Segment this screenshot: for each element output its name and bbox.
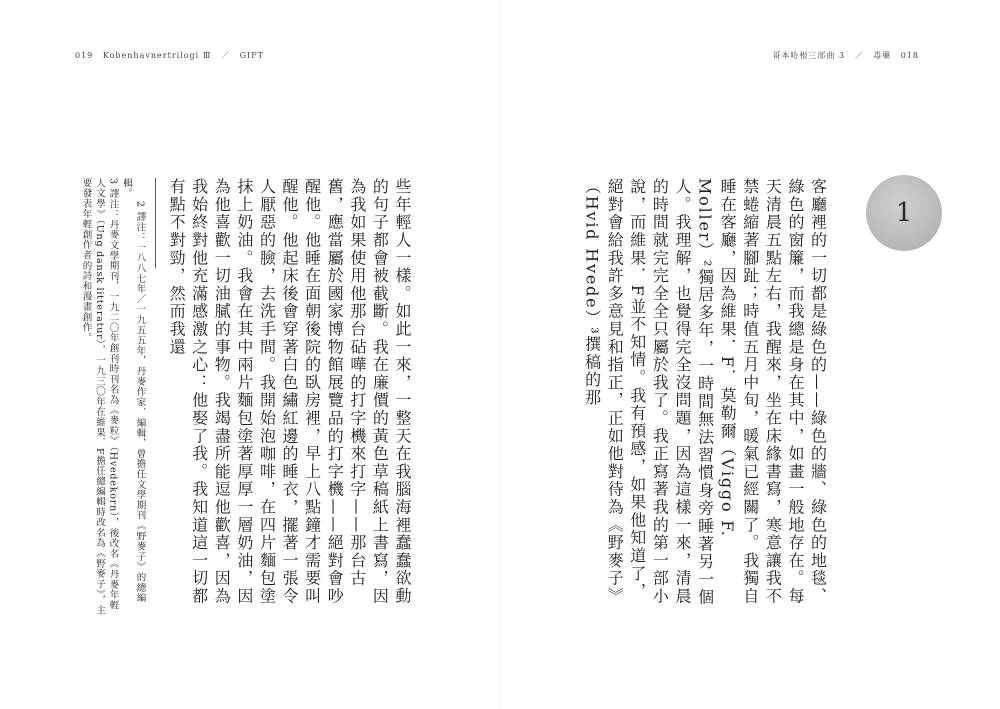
right-book-title: 毒藥: [873, 51, 892, 60]
right-page-body: [580, 178, 840, 618]
footnote-list: [66, 178, 161, 618]
right-separator: ／: [854, 51, 864, 60]
left-running-head: [75, 50, 270, 61]
left-page-number: 019: [75, 51, 94, 60]
footnote-3-text: 譯注：丹麥文學期刊，一九二〇年創刊時刊名為《麥粒》（Hvedekorn），後改名《丹麥年輕人文學》（Ung dansk litteratur），一九三〇年在維果．F擔任總編輯時改名為《野麥子》，主要發表年輕創作者的詩和漫畫創作。: [80, 178, 119, 616]
footnote-2-number: 2: [134, 200, 146, 208]
chapter-number-badge: 1: [866, 175, 942, 251]
footnote-2-text: 譯注：一八八七年／一九五五年，丹麥作家、編輯，曾擔任文學期刊《野麥子》的總編輯。: [121, 178, 146, 604]
left-book-title: GIFT: [239, 51, 265, 60]
left-page-body: [167, 178, 413, 618]
right-running-head: [772, 50, 925, 61]
right-series-title: 哥本哈根三部曲 3: [772, 51, 846, 60]
left-page-text: 些年輕人一樣。如此一來，一整天在我腦海裡蠢蠢欲動的句子都會被截斷。我在廉價的黃色草稿紙上書寫，因為我如果使用他那台砧嘩的打字機來打字——那台古舊，應當屬於國家博物館展覽品的打字機——絕對會吵醒他。他睡在面朝後院的臥房裡，早上八點鐘才需要叫醒他。他起床後會穿著白色繡紅邊的睡衣，擺著一張令人厭惡的臉，去洗手間。我開始泡咖啡，在四片麵包塗抹上奶油。我會在其中兩片麵包塗著厚厚一層奶油，因為他喜歡一切油膩的事物。我竭盡所能逗他歡喜，因為我始終對他充滿感激之心：他娶了我。我知道這一切都有點不對勁，然而我還: [167, 178, 412, 606]
page-gutter: [499, 0, 501, 709]
right-page-number: 018: [900, 51, 919, 60]
footnotes: [70, 178, 160, 618]
right-page-text: 客廳裡的一切都是綠色的——綠色的牆、綠色的地毯、綠色的窗簾，而我總是身在其中，如畫一般地存在。每天清晨五點左右，我醒來，坐在床緣書寫，寒意讓我不禁蜷縮著腳趾；時值五月中旬，暖氣已經關了。我獨自睡在客廳，因為維果．F．莫勒爾（Viggo F. Moller）²獨居多年，一時間無法習慣身旁睡著另一個人。我理解，也覺得完全沒問題，因為這樣一來，清晨的時間就完完全全只屬於我了。我正寫著我的第一部小說，而維果．F並不知情。我有預感，如果他知道了，絕對會給我許多意見和指正，正如他對待為《野麥子》（Hvid Hvede）³撰稿的那: [582, 178, 828, 607]
left-separator: ／: [221, 51, 231, 60]
footnote-3-number: 3: [107, 178, 119, 185]
left-series-title: Kobenhavnertrilogi Ⅲ: [102, 51, 212, 60]
